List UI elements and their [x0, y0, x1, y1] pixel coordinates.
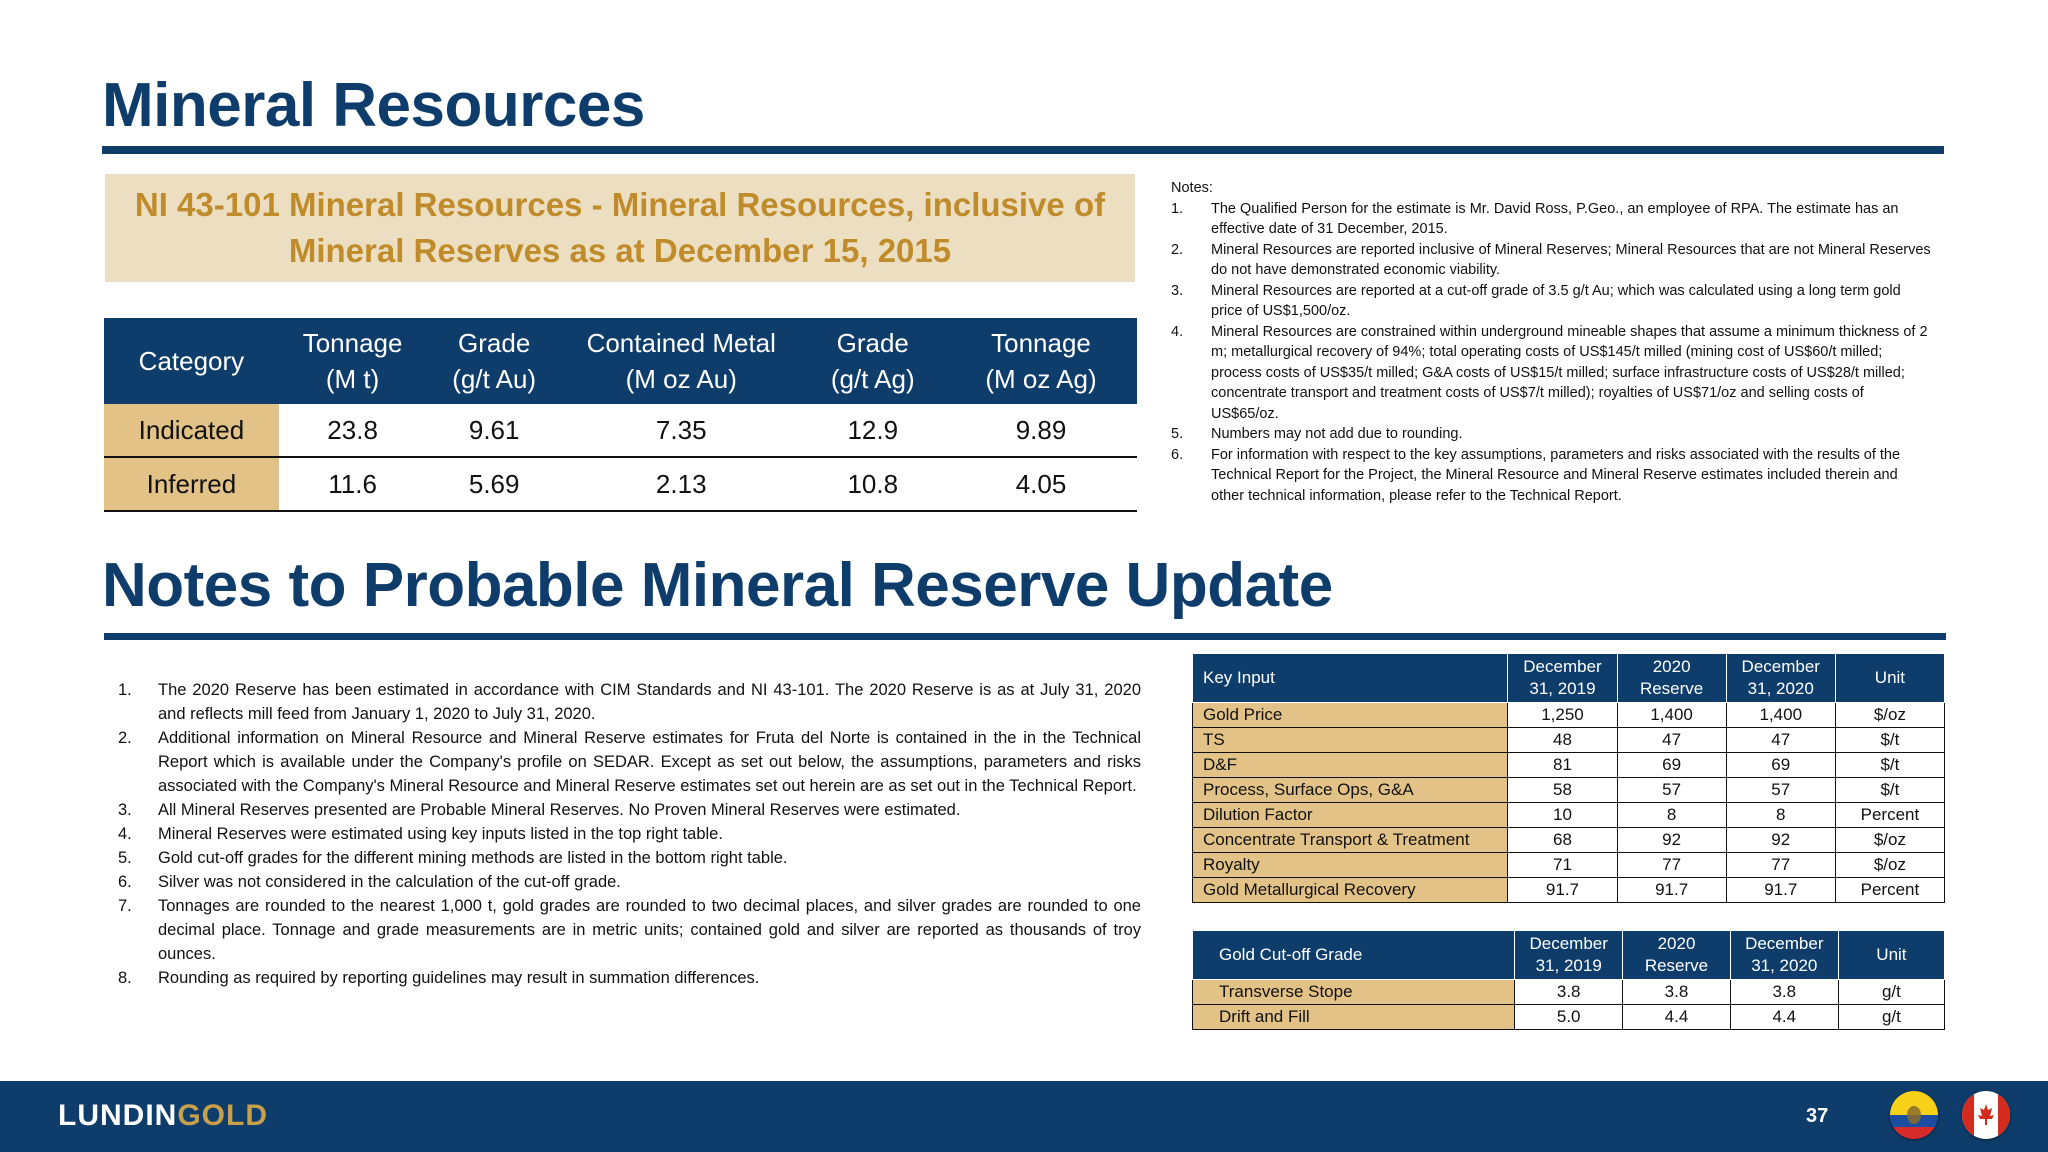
- resources-notes: [1171, 178, 1931, 506]
- table-row: [1193, 703, 1945, 728]
- table-header-row: [1193, 654, 1945, 703]
- cell: 57: [1617, 778, 1726, 803]
- cell: 57: [1726, 778, 1835, 803]
- cell: 4.4: [1623, 1005, 1730, 1030]
- cell: 92: [1726, 828, 1835, 853]
- cell: 8: [1726, 803, 1835, 828]
- row-label: Concentrate Transport & Treatment: [1193, 828, 1508, 853]
- cell: 9.61: [426, 404, 562, 457]
- cell: 9.89: [945, 404, 1137, 457]
- section-title-reserve-update: Notes to Probable Mineral Reserve Update: [102, 551, 1333, 620]
- cell: 4.4: [1730, 1005, 1838, 1030]
- cell: 7.35: [562, 404, 801, 457]
- header-dec-2020: December 31, 2020: [1730, 931, 1838, 980]
- table-row: [1193, 803, 1945, 828]
- cell: 23.8: [279, 404, 427, 457]
- canada-flag-icon: [1962, 1091, 2010, 1139]
- resources-banner: [105, 174, 1135, 282]
- row-category: Inferred: [104, 457, 279, 511]
- table-row: [1193, 878, 1945, 903]
- cell: 10: [1508, 803, 1617, 828]
- title-rule: [104, 633, 1946, 640]
- page-number: 37: [1806, 1105, 1829, 1127]
- row-label: D&F: [1193, 753, 1508, 778]
- cell: 48: [1508, 728, 1617, 753]
- cell: 71: [1508, 853, 1617, 878]
- table-row: [104, 457, 1137, 511]
- header-grade-au: Grade (g/t Au): [426, 318, 562, 404]
- list-item: 4. Mineral Reserves were estimated using key inputs listed in the top right table.: [118, 825, 723, 843]
- cell: 4.05: [945, 457, 1137, 511]
- cell: $/oz: [1835, 703, 1944, 728]
- cell: 5.69: [426, 457, 562, 511]
- list-item: 8. Rounding as required by reporting guidelines may result in summation differences.: [118, 969, 760, 987]
- header-tonnage-ag: Tonnage (M oz Ag): [945, 318, 1137, 404]
- notes-heading: Notes:: [1171, 180, 1213, 196]
- cell: 47: [1617, 728, 1726, 753]
- cell: 3.8: [1515, 980, 1623, 1005]
- cell: 47: [1726, 728, 1835, 753]
- row-label: Gold Metallurgical Recovery: [1193, 878, 1508, 903]
- list-item: 5. Numbers may not add due to rounding.: [1171, 426, 1463, 442]
- row-label: Dilution Factor: [1193, 803, 1508, 828]
- header-category: Category: [104, 318, 279, 404]
- cell: $/t: [1835, 753, 1944, 778]
- cell: 58: [1508, 778, 1617, 803]
- cell: 77: [1726, 853, 1835, 878]
- table-row: [1193, 980, 1945, 1005]
- row-label: Transverse Stope: [1193, 980, 1515, 1005]
- cell: 77: [1617, 853, 1726, 878]
- table-row: [1193, 828, 1945, 853]
- section-title-mineral-resources: Mineral Resources: [102, 71, 645, 140]
- reserve-notes: [118, 678, 1141, 990]
- list-item: 5. Gold cut-off grades for the different mining methods are listed in the bottom right table.: [118, 849, 788, 867]
- table-row: [1193, 753, 1945, 778]
- list-item: 4. Mineral Resources are constrained within underground mineable shapes that assume a minimum thickness of 2 m; metallurgical recovery of 94%; total operating costs of US$145/t milled (mining cost of US$60/t milled; process costs of US$35/t milled; G&A costs of US$15/t milled; surface infrastructure costs of US$28/t milled; concentrate transport and treatment costs of US$7/t milled); royalties of US$71/oz and selling costs of US$65/oz.: [1171, 323, 1928, 422]
- table-header-row: [1193, 931, 1945, 980]
- mineral-resources-table: [104, 318, 1137, 512]
- header-dec-2020: December 31, 2020: [1726, 654, 1835, 703]
- cell: 91.7: [1617, 878, 1726, 903]
- cell: 1,400: [1617, 703, 1726, 728]
- cell: 91.7: [1726, 878, 1835, 903]
- list-item: 6. Silver was not considered in the calculation of the cut-off grade.: [118, 873, 621, 891]
- cell: 11.6: [279, 457, 427, 511]
- cell: 3.8: [1730, 980, 1838, 1005]
- cell: 12.9: [801, 404, 945, 457]
- cell: g/t: [1838, 980, 1944, 1005]
- cell: 1,400: [1726, 703, 1835, 728]
- cell: 69: [1617, 753, 1726, 778]
- header-gold-cutoff: Gold Cut-off Grade: [1193, 931, 1515, 980]
- table-row: [104, 404, 1137, 457]
- cell: 68: [1508, 828, 1617, 853]
- header-2020-reserve: 2020 Reserve: [1617, 654, 1726, 703]
- title-rule: [102, 146, 1944, 154]
- header-tonnage: Tonnage (M t): [279, 318, 427, 404]
- cell: 5.0: [1515, 1005, 1623, 1030]
- header-unit: Unit: [1838, 931, 1944, 980]
- list-item: 1. The 2020 Reserve has been estimated in accordance with CIM Standards and NI 43-101. The 2020 Reserve is as at July 31, 2020 and reflects mill feed from January 1, 2020 to July 31, 2020.: [118, 681, 1141, 723]
- footer-bar: [0, 1081, 2048, 1152]
- list-item: 1. The Qualified Person for the estimate is Mr. David Ross, P.Geo., an employee of RPA. The estimate has an effective date of 31 December, 2015.: [1171, 200, 1899, 237]
- cell: 91.7: [1508, 878, 1617, 903]
- header-dec-2019: December 31, 2019: [1515, 931, 1623, 980]
- table-row: [1193, 728, 1945, 753]
- cell: g/t: [1838, 1005, 1944, 1030]
- cell: 2.13: [562, 457, 801, 511]
- cell: $/t: [1835, 728, 1944, 753]
- cell: $/oz: [1835, 828, 1944, 853]
- header-grade-ag: Grade (g/t Ag): [801, 318, 945, 404]
- header-2020-reserve: 2020 Reserve: [1623, 931, 1730, 980]
- row-label: TS: [1193, 728, 1508, 753]
- cell: 3.8: [1623, 980, 1730, 1005]
- ecuador-flag-icon: [1890, 1091, 1938, 1139]
- header-contained-metal: Contained Metal (M oz Au): [562, 318, 801, 404]
- list-item: 3. All Mineral Reserves presented are Probable Mineral Reserves. No Proven Mineral Reserves were estimated.: [118, 801, 961, 819]
- row-label: Gold Price: [1193, 703, 1508, 728]
- list-item: 2. Additional information on Mineral Resource and Mineral Reserve estimates for Fruta del Norte is contained in the in the Technical Report which is available under the Company's profile on SEDAR. Except as set out below, the assumptions, parameters and risks associated with the Company's Mineral Resource and Mineral Reserve estimates set out herein are as set out in the Technical Report.: [118, 729, 1141, 795]
- row-label: Process, Surface Ops, G&A: [1193, 778, 1508, 803]
- cell: 1,250: [1508, 703, 1617, 728]
- list-item: 6. For information with respect to the key assumptions, parameters and risks associated with the results of the Technical Report for the Project, the Mineral Resource and Mineral Reserve estimates included therein and other technical information, please refer to the Technical Report.: [1171, 446, 1901, 504]
- header-key-input: Key Input: [1193, 654, 1508, 703]
- cell: 81: [1508, 753, 1617, 778]
- header-dec-2019: December 31, 2019: [1508, 654, 1617, 703]
- header-unit: Unit: [1835, 654, 1944, 703]
- cell: 10.8: [801, 457, 945, 511]
- row-label: Drift and Fill: [1193, 1005, 1515, 1030]
- row-label: Royalty: [1193, 853, 1508, 878]
- cell: Percent: [1835, 803, 1944, 828]
- cutoff-grade-table: [1192, 930, 1945, 1030]
- table-header-row: [104, 318, 1137, 404]
- banner-line-1: NI 43-101 Mineral Resources - Mineral Resources, inclusive of: [134, 186, 1106, 223]
- list-item: 3. Mineral Resources are reported at a cut-off grade of 3.5 g/t Au; which was calculated using a long term gold price of US$1,500/oz.: [1171, 282, 1901, 319]
- table-row: [1193, 778, 1945, 803]
- lundin-gold-logo: LUNDINGOLD: [58, 1099, 268, 1132]
- list-item: 2. Mineral Resources are reported inclusive of Mineral Reserves; Mineral Resources that are not Mineral Reserves do not have demonstrated economic viability.: [1171, 241, 1931, 278]
- table-row: [1193, 853, 1945, 878]
- cell: $/oz: [1835, 853, 1944, 878]
- row-category: Indicated: [104, 404, 279, 457]
- cell: 92: [1617, 828, 1726, 853]
- cell: 69: [1726, 753, 1835, 778]
- cell: Percent: [1835, 878, 1944, 903]
- table-row: [1193, 1005, 1945, 1030]
- list-item: 7. Tonnages are rounded to the nearest 1,000 t, gold grades are rounded to two decimal places, and silver grades are rounded to one decimal place. Tonnage and grade measurements are in metric units; contained gold and silver are reported as thousands of troy ounces.: [118, 897, 1141, 963]
- cell: $/t: [1835, 778, 1944, 803]
- banner-line-2: Mineral Reserves as at December 15, 2015: [288, 232, 952, 269]
- key-input-table: [1192, 653, 1945, 903]
- cell: 8: [1617, 803, 1726, 828]
